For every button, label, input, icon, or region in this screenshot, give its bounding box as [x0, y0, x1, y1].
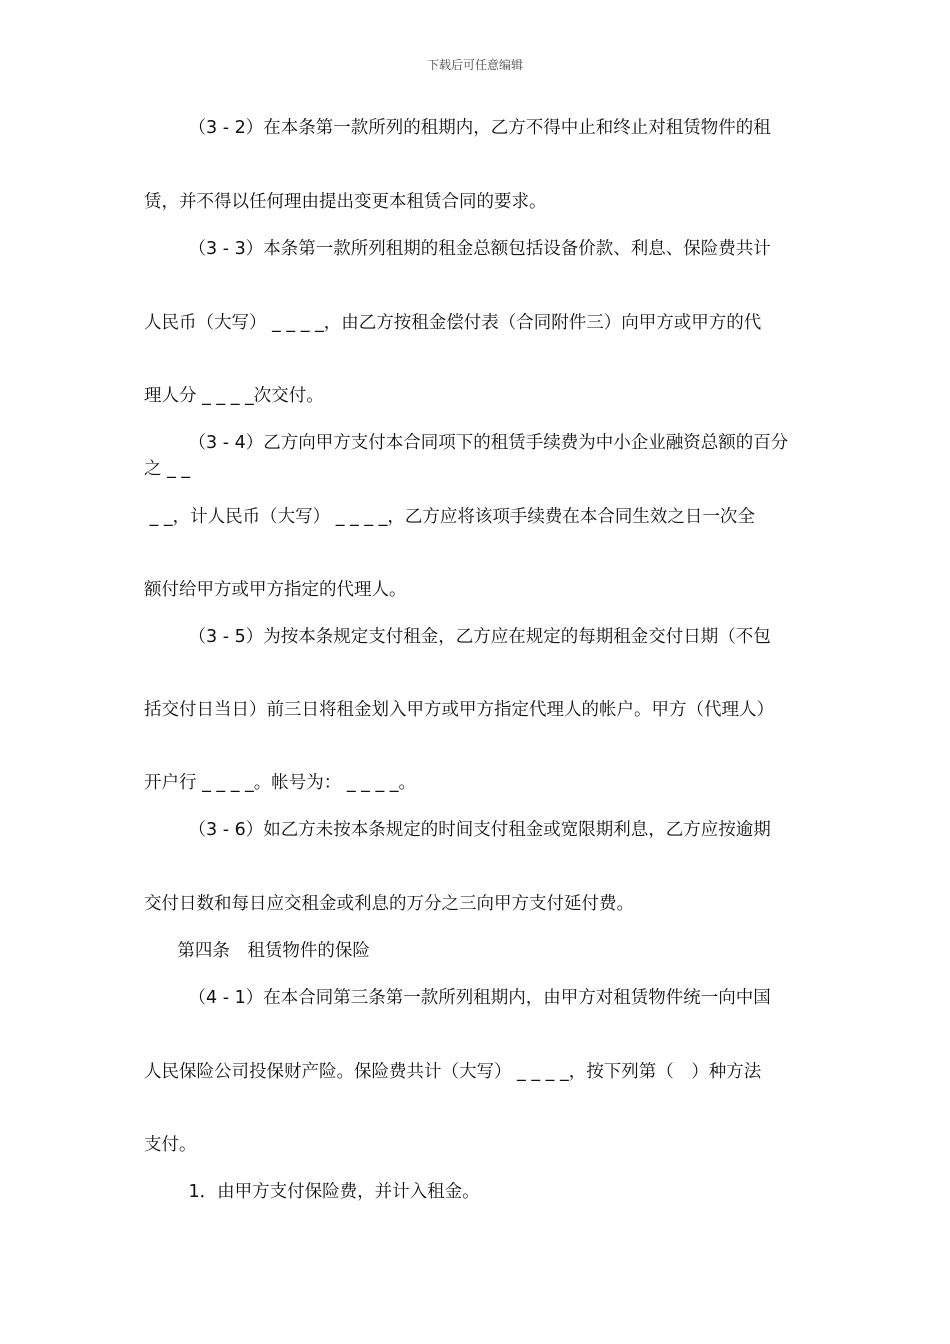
paragraph: （3 - 5）为按本条规定支付租金，乙方应在规定的每期租金交付日期（不包 [144, 627, 771, 647]
paragraph: 括交付日当日）前三日将租金划入甲方或甲方指定代理人的帐户。甲方（代理人） [144, 700, 774, 720]
paragraph: _ _，计人民币（大写） _ _ _ _，乙方应将该项手续费在本合同生效之日一次全 [144, 507, 755, 527]
paragraph: 开户行 _ _ _ _。帐号为： _ _ _ _。 [144, 773, 417, 793]
paragraph: 理人分 _ _ _ _次交付。 [144, 386, 324, 406]
paragraph: 赁，并不得以任何理由提出变更本租赁合同的要求。 [144, 192, 547, 212]
paragraph: （4 - 1）在本合同第三条第一款所列租期内，由甲方对租赁物件统一向中国 [144, 988, 771, 1008]
paragraph: 人民保险公司投保财产险。保险费共计（大写） _ _ _ _，按下列第（ ）种方法 [144, 1062, 762, 1082]
paragraph: （3 - 2）在本条第一款所列的租期内，乙方不得中止和终止对租赁物件的租 [144, 118, 771, 138]
paragraph: （3 - 6）如乙方未按本条规定的时间支付租金或宽限期利息，乙方应按逾期 [144, 820, 771, 840]
page-header: 下载后可任意编辑 [426, 58, 523, 72]
paragraph: 人民币（大写） _ _ _ _，由乙方按租金偿付表（合同附件三）向甲方或甲方的代 [144, 313, 762, 333]
paragraph: 交付日数和每日应交租金或利息的万分之三向甲方支付延付费。 [144, 894, 634, 914]
paragraph: 支付。 [144, 1135, 197, 1155]
paragraph: （3 - 3）本条第一款所列租期的租金总额包括设备价款、利息、保险费共计 [144, 239, 771, 259]
paragraph: 额付给甲方或甲方指定的代理人。 [144, 580, 407, 600]
section-heading: 第四条 租赁物件的保险 [144, 941, 370, 961]
list-item: 1．由甲方支付保险费，并计入租金。 [144, 1182, 480, 1202]
paragraph: （3 - 4）乙方向甲方支付本合同项下的租赁手续费为中小企业融资总额的百分之 _ _ [144, 433, 789, 479]
